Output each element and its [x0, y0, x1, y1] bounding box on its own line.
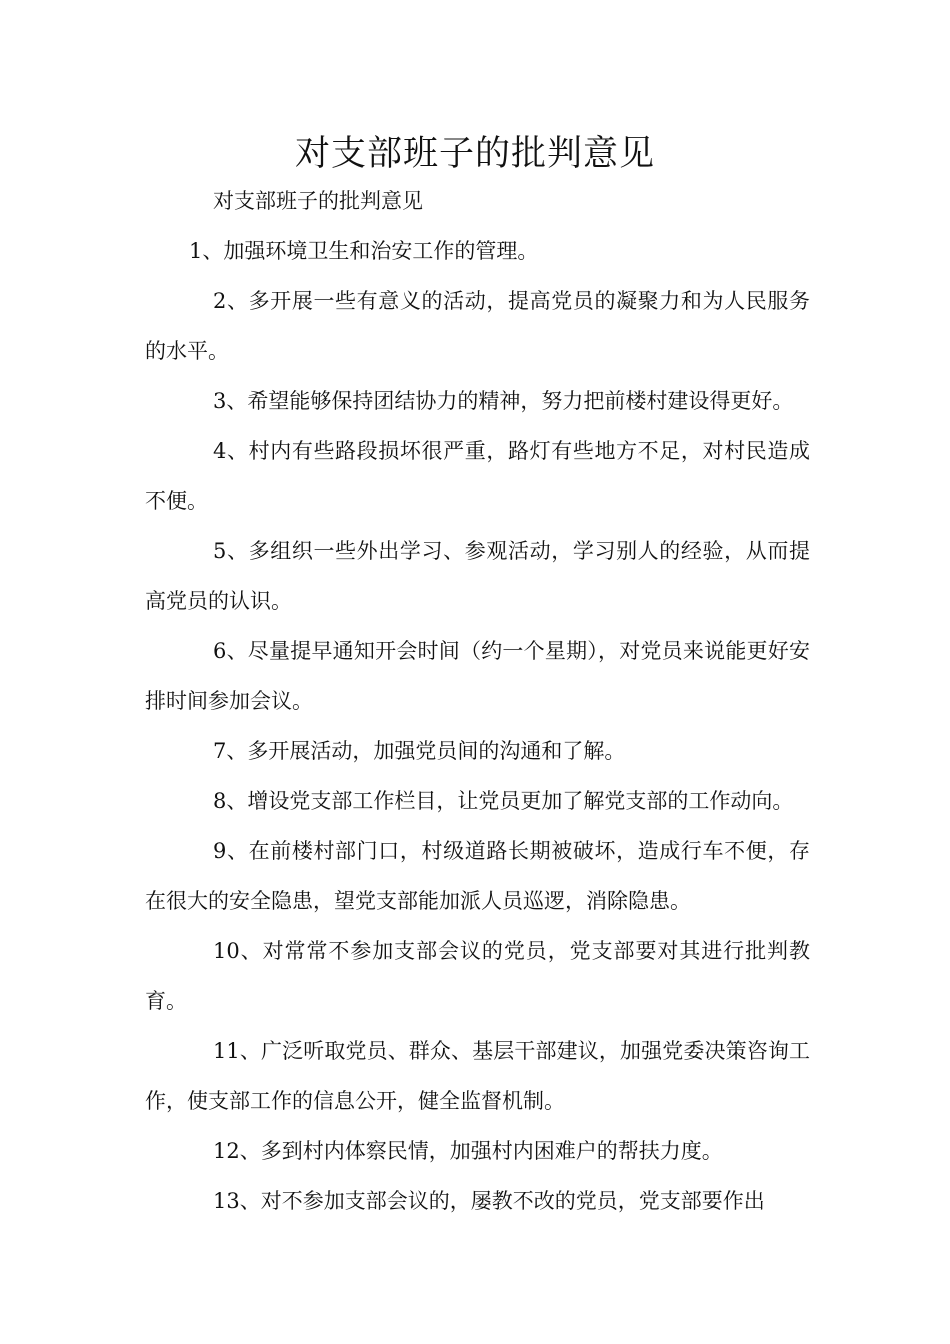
paragraph-item-6: 6、尽量提早通知开会时间（约一个星期），对党员来说能更好安排时间参加会议。 — [145, 639, 810, 713]
paragraph-item-5: 5、多组织一些外出学习、参观活动，学习别人的经验，从而提高党员的认识。 — [145, 539, 810, 613]
paragraph-item-7: 7、多开展活动，加强党员间的沟通和了解。 — [213, 739, 626, 763]
paragraph-item-4: 4、村内有些路段损坏很严重，路灯有些地方不足，对村民造成不便。 — [145, 439, 810, 513]
paragraph-item-2: 2、多开展一些有意义的活动，提高党员的凝聚力和为人民服务的水平。 — [145, 289, 810, 363]
paragraph-item-3: 3、希望能够保持团结协力的精神，努力把前楼村建设得更好。 — [213, 389, 794, 413]
paragraph-item-9: 9、在前楼村部门口，村级道路长期被破坏，造成行车不便，存在很大的安全隐患，望党支部能加派人员巡逻，消除隐患。 — [145, 839, 810, 913]
paragraph-item-1: 1、加强环境卫生和治安工作的管理。 — [189, 239, 539, 263]
paragraph-item-13: 13、对不参加支部会议的，屡教不改的党员，党支部要作出 — [213, 1189, 765, 1213]
subtitle-paragraph: 对支部班子的批判意见 — [213, 189, 423, 213]
document-body — [145, 176, 810, 1226]
paragraph-item-10: 10、对常常不参加支部会议的党员，党支部要对其进行批判教育。 — [145, 939, 810, 1013]
document-title: 对支部班子的批判意见 — [294, 134, 655, 174]
paragraph-item-11: 11、广泛听取党员、群众、基层干部建议，加强党委决策咨询工作，使支部工作的信息公开，健全监督机制。 — [145, 1039, 810, 1113]
paragraph-item-12: 12、多到村内体察民情，加强村内困难户的帮扶力度。 — [213, 1139, 723, 1163]
paragraph-item-8: 8、增设党支部工作栏目，让党员更加了解党支部的工作动向。 — [213, 789, 794, 813]
